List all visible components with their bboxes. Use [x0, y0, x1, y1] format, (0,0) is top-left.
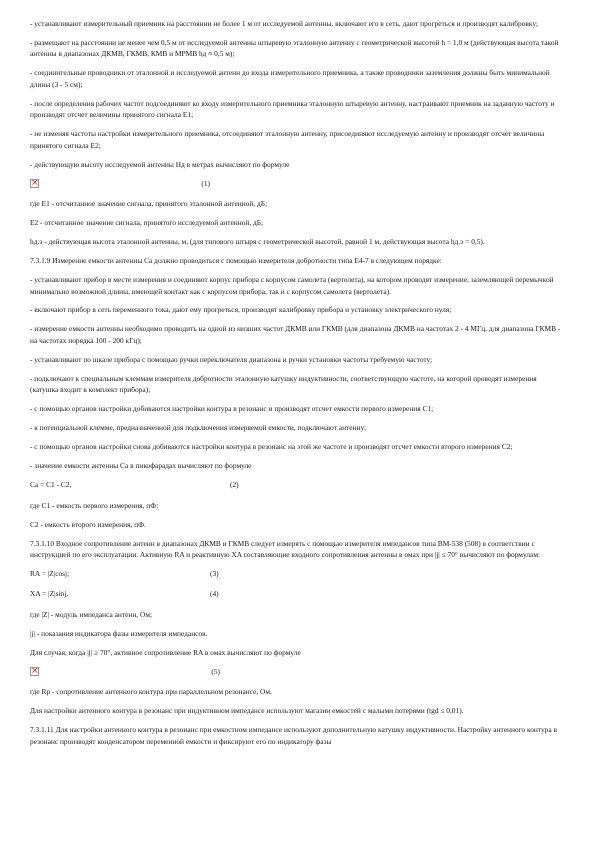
paragraph-16: - с помощью органов настройки добиваются настройки контура в резонанс и производят отсчет емкости первого измерения C1;	[30, 404, 434, 414]
paragraph-12: - включают прибор в сеть переменного тока, дают ему прогреться, производят калибровку прибора и установку электрического нуля;	[30, 305, 452, 315]
paragraph-24: |j| - показания индикатора фазы измерителя импедансов.	[30, 628, 208, 638]
paragraph-21: C2 - емкость второго измерения, пФ.	[30, 519, 146, 529]
paragraph-9: hд.э - действующая высота эталонной антенны, м, (для типового штыря с геометрической высотой, равной 1 м, действующая высота hд.э = 0,5).	[30, 237, 485, 247]
formula-expression: Са = C1 - C2,	[30, 480, 72, 490]
paragraph-15: - подключают к специальным клеммам измерителя добротности эталонную катушку индуктивности, соответствующую частоте, на которой проводят измерения (катушка входит в комплект прибора);	[30, 373, 537, 395]
paragraph-26: где Rp - сопротивление антенного контура при параллельном резонансе, Ом.	[30, 687, 272, 697]
paragraph-13: - измерение емкости антенны необходимо проводить на одной из низших частот ДКМВ или ГКМВ (для диапазона ДКМВ на частотах 2 - 4 МГц, для диапазона ГКМВ - на частотах порядка 100 - 200 кГц);	[30, 324, 561, 345]
paragraph-20: где C1 - емкость первого измерения, пФ;	[30, 500, 159, 510]
paragraph-23: где |Z| - модуль импеданса антенн, Ом;	[30, 609, 153, 619]
paragraph-5: - не изменяя частоты настройки измерительного приемника, отсоединяют эталонную антенну, присоединяют исследуемую антенну и производят отсчет величины принятого сигнала E2;	[30, 129, 545, 150]
paragraph-17: - к потенциальной клемме, предназначенной для подключения измеряемой емкости, подключают антенну;	[30, 423, 367, 433]
paragraph-19: - значение емкости антенны Са в пикофарадах вычисляют по формуле	[30, 461, 252, 471]
formula-5	[30, 666, 220, 677]
broken-image-icon	[30, 179, 39, 188]
paragraph-27: Для настройки антенного контура в резонанс при индуктивном импедансе используют магазин емкостей с малыми потерями (tgd ≤ 0,01).	[30, 706, 464, 716]
paragraph-11: - устанавливают прибор в месте измерения и соединяют корпус прибора с корпусом самолета (вертолета), на котором проводят измерение, заземляющей перемычкой минимально возможной длины, имеющей контакт как с корпусом прибора, так и с корпусом самолета (вертолета).	[30, 275, 554, 296]
paragraph-1: - устанавливают измерительный приемник на расстоянии не более 1 м от исследуемой антенны, включают его в сеть, дают прогреться и производят калибровку;	[30, 19, 539, 28]
paragraph-10: 7.3.1.9 Измерение емкости антенны Са должно проводиться с помощью измерителя добротности типа Е4-7 в следующем порядке:	[30, 256, 442, 266]
formula-3	[30, 568, 563, 579]
paragraph-25: Для случая, когда |j| ≥ 70°, активное сопротивление RA в омах вычисляют по формуле	[30, 647, 301, 657]
formula-number: (2)	[230, 480, 239, 490]
formula-expression: XA = |Z|sinj,	[30, 589, 69, 599]
paragraph-28: 7.3.1.11 Для настройки антенного контура в резонанс при емкостном импедансе используют дополнительную катушку индуктивности. Настройку антенного контура в резонанс производят конденсатором переменной емкости и фиксируют его по индикатору фазы	[30, 725, 557, 746]
formula-2	[30, 479, 563, 490]
paragraph-3: - соединительные проводники от эталонной и исследуемой антенн до входа измерительного приемника, а также проводники заземления должны быть минимальной длины (3 - 5 см);	[30, 68, 550, 89]
formula-expression: RA = |Z|cosj;	[30, 569, 70, 578]
paragraph-2: - размещают на расстоянии не менее чем 0,5 м от исследуемой антенны штыревую эталонную антенну с геометрической высотой h = 1,0 м (действующая высота такой антенны в диапазонах ДКМВ, ГКМВ, КМВ и МРМВ hд ≈ 0,5 м);	[30, 37, 559, 59]
paragraph-4: - после определения рабочих частот подсоединяют ко входу измерительного приемника эталонную штыревую антенну, настраивают приемник на заданную частоту и производят отсчет величины принятого сигнала E1;	[30, 98, 555, 120]
broken-image-icon	[30, 667, 39, 676]
paragraph-7: где E1 - отсчитанное значение сигнала, принятого эталонной антенной, дБ;	[30, 199, 268, 209]
formula-number: (3)	[210, 569, 219, 578]
paragraph-22: 7.3.1.10 Входное сопротивление антенн в диапазонах ДКМВ и ГКМВ следует измерять с помощью измерителя импедансов типа ВМ-538 (508) в соответствии с инструкцией по его эксплуатации. Активную RA и реактивную XA составляющие входного сопротивления антенны в омах при |j| ≤ 70° вычисляют по формулам:	[30, 538, 541, 560]
formula-number: (1)	[201, 178, 210, 188]
formula-number: (5)	[211, 666, 220, 676]
paragraph-8: E2 - отсчитанное значение сигнала, принятого исследуемой антенной, дБ;	[30, 218, 264, 228]
formula-number: (4)	[210, 589, 219, 599]
paragraph-6: - действующую высоту исследуемой антенны Hд в метрах вычисляют по формуле	[30, 159, 290, 169]
formula-1	[30, 178, 210, 189]
paragraph-18: - с помощью органов настройки снова добиваются настройки контура в резонанс на этой же частоте и производят отсчет емкости второго измерения C2;	[30, 442, 513, 452]
paragraph-14: - устанавливают по шкале прибора с помощью ручки переключателя диапазона и ручки установки частоты требуемую частоту;	[30, 354, 433, 364]
formula-4	[30, 588, 563, 599]
